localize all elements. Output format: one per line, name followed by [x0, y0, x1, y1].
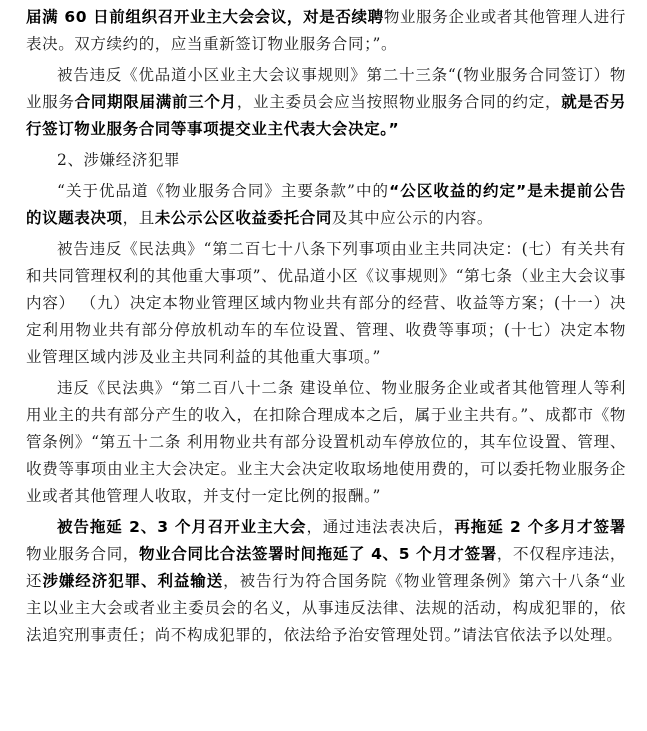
paragraph-delay-conclusion	[26, 514, 626, 649]
text-run: ，通过违法表决后，	[306, 518, 455, 536]
document-page	[26, 4, 626, 649]
text-run: 及其中应公示的内容。	[331, 209, 493, 227]
text-run: 被告违反《优品道小区业主大会议事规则》第二十三条“(物业服务合同签订）物业服务	[26, 66, 626, 111]
paragraph-civil-code-278	[26, 236, 626, 371]
text-run: 就是否另行签订物业服务合同等事项提交业主代表大会决定。”	[26, 93, 626, 138]
text-run: 物业服务合同，	[26, 545, 140, 563]
text-run: ，被告行为符合国务院《物业管理条例》第六十八条“业主以业主大会或者业主委员会的名义，从事违反法律、法规的活动，构成犯罪的，依法追究刑事责任；尚不构成犯罪的，依法给予治安管理处罚。”请法官依法予以处理。	[26, 572, 626, 644]
text-run: 未公示公区收益委托合同	[154, 209, 332, 227]
paragraph-public-revenue	[26, 178, 626, 232]
text-run: 被告拖延 2、3 个月召开业主大会	[57, 518, 307, 536]
text-run: ，不仅程序违法，还	[26, 545, 627, 590]
text-run: 涉嫌经济犯罪、利益输送	[42, 572, 224, 590]
section-heading-economic-crime	[26, 147, 626, 174]
paragraph-contract-renewal	[26, 4, 626, 58]
text-run: ，业主委员会应当按照物业服务合同的约定，	[236, 93, 562, 111]
text-run: 违反《民法典》“第二百八十二条 建设单位、物业服务企业或者其他管理人等利用业主的共有部分产生的收入，在扣除合理成本之后，属于业主共有。”、成都市《物管条例》“第五十二条 利用物业共有部分设置机动车停放位的，其车位设置、管理、收费等事项由业主大会决定。业主大会决定收取场地使用费的，可以委托物业服务企业或者其他管理人收取，并支付一定比例的报酬。”	[26, 379, 626, 505]
text-run: 合同期限届满前三个月	[74, 93, 237, 111]
text-run: ，且	[122, 209, 155, 227]
text-run: 物业服务企业或者其他管理人进行表决。双方续约的，应当重新签订物业服务合同；”。	[26, 8, 626, 53]
text-run: 被告违反《民法典》“第二百七十八条下列事项由业主共同决定：(七）有关共有和共同管理权利的其他重大事项”、优品道小区《议事规则》“第七条（业主大会议事内容） （九）决定本物业管理区域内物业共有部分的经营、收益等方案；(十一）决定利用物业共有部分停放机动车的车位设置、管理、收费等事项；(十七）决定本物业管理区域内涉及业主共同利益的其他重大事项。”	[26, 240, 626, 366]
paragraph-civil-code-282	[26, 375, 626, 510]
text-run: 再拖延 2 个多月才签署	[454, 518, 626, 536]
text-run: “关于优品道《物业服务合同》主要条款”中的	[57, 182, 390, 200]
text-run: 2、涉嫌经济犯罪	[57, 151, 181, 169]
text-run: “公区收益的约定”是未提前公告的议题表决项	[26, 182, 627, 227]
text-run: 物业合同比合法签署时间拖延了 4、5 个月才签署	[139, 545, 497, 563]
paragraph-rules-violation	[26, 62, 626, 143]
text-run: 届满 60 日前组织召开业主大会会议，对是否续聘	[26, 8, 384, 26]
